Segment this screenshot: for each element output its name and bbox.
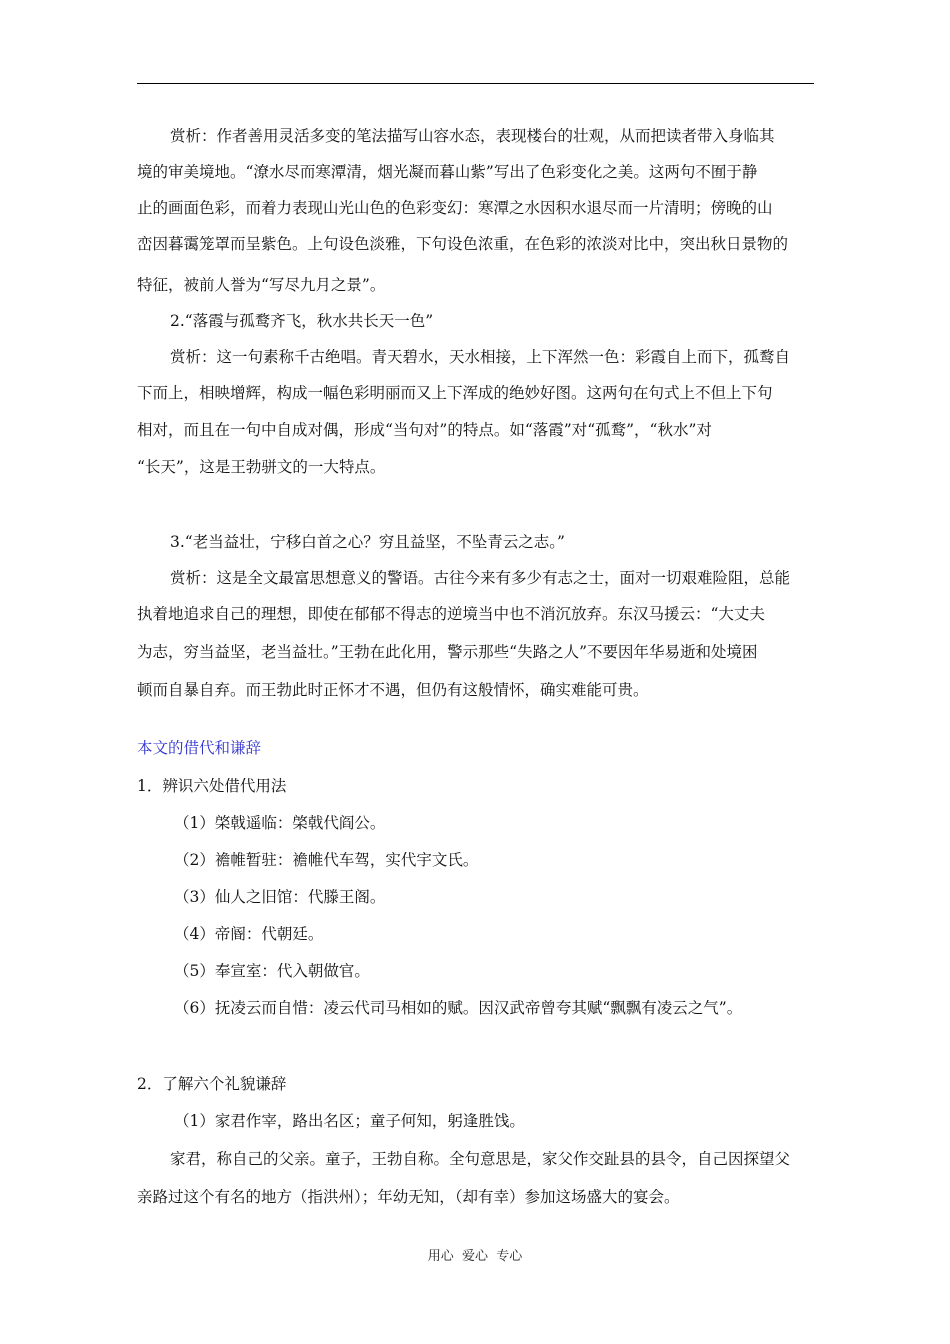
list-heading: 1．辨识六处借代用法 bbox=[137, 777, 287, 795]
header-rule bbox=[137, 83, 814, 84]
list-item: （1）棨戟遥临：棨戟代阎公。 bbox=[174, 814, 386, 832]
paragraph-line: 特征，被前人誉为“写尽九月之景”。 bbox=[137, 276, 386, 294]
paragraph-line: 下而上，相映增辉，构成一幅色彩明丽而又上下浑成的绝妙好图。这两句在句式上不但上下句 bbox=[137, 384, 773, 402]
quote-heading: 3.“老当益壮，宁移白首之心？穷且益坚，不坠青云之志。” bbox=[170, 533, 565, 551]
list-item: （6）抚凌云而自惜：凌云代司马相如的赋。因汉武帝曾夸其赋“飘飘有凌云之气”。 bbox=[174, 999, 743, 1017]
paragraph-line: 顿而自暴自弃。而王勃此时正怀才不遇，但仍有这般情怀，确实难能可贵。 bbox=[137, 681, 649, 699]
paragraph-line: 家君，称自己的父亲。童子，王勃自称。全句意思是，家父作交趾县的县令，自己因探望父 bbox=[170, 1150, 791, 1168]
list-item: （5）奉宣室：代入朝做官。 bbox=[174, 962, 370, 980]
paragraph-line: 境的审美境地。“潦水尽而寒潭清，烟光凝而暮山紫”写出了色彩变化之美。这两句不囿于静 bbox=[137, 163, 758, 181]
paragraph-line: 为志，穷当益坚，老当益壮。”王勃在此化用，警示那些“失路之人”不要因年华易逝和处境困 bbox=[137, 643, 758, 661]
list-item: （1）家君作宰，路出名区；童子何知，躬逢胜饯。 bbox=[174, 1112, 525, 1130]
paragraph-line: 赏析：这是全文最富思想意义的警语。古往今来有多少有志之士，面对一切艰难险阻，总能 bbox=[170, 569, 791, 587]
quote-heading: 2.“落霞与孤鹜齐飞，秋水共长天一色” bbox=[170, 312, 434, 330]
paragraph-line: 相对，而且在一句中自成对偶，形成“当句对”的特点。如“落霞”对“孤鹜”，“秋水”对 bbox=[137, 421, 712, 439]
list-item: （3）仙人之旧馆：代滕王阁。 bbox=[174, 888, 386, 906]
page-footer: 用心 爱心 专心 bbox=[427, 1249, 523, 1264]
paragraph-line: 亲路过这个有名的地方（指洪州）；年幼无知，（却有幸）参加这场盛大的宴会。 bbox=[137, 1188, 680, 1206]
paragraph-line: 峦因暮霭笼罩而呈紫色。上句设色淡雅，下句设色浓重，在色彩的浓淡对比中，突出秋日景物的 bbox=[137, 235, 789, 253]
paragraph-line: “长天”，这是王勃骈文的一大特点。 bbox=[137, 458, 386, 476]
section-heading: 本文的借代和谦辞 bbox=[137, 739, 262, 757]
list-item: （2）襜帷暂驻：襜帷代车驾，实代宇文氏。 bbox=[174, 851, 479, 869]
list-item: （4）帝阍：代朝廷。 bbox=[174, 925, 324, 943]
paragraph-line: 赏析：作者善用灵活多变的笔法描写山容水态，表现楼台的壮观，从而把读者带入身临其 bbox=[170, 127, 775, 145]
list-heading: 2．了解六个礼貌谦辞 bbox=[137, 1075, 287, 1093]
paragraph-line: 赏析：这一句素称千古绝唱。青天碧水，天水相接，上下浑然一色：彩霞自上而下，孤鹜自 bbox=[170, 348, 791, 366]
paragraph-line: 止的画面色彩，而着力表现山光山色的色彩变幻：寒潭之水因积水退尽而一片清明；傍晚的山 bbox=[137, 199, 773, 217]
paragraph-line: 执着地追求自己的理想，即使在郁郁不得志的逆境当中也不消沉放弃。东汉马援云：“大丈夫 bbox=[137, 605, 765, 623]
